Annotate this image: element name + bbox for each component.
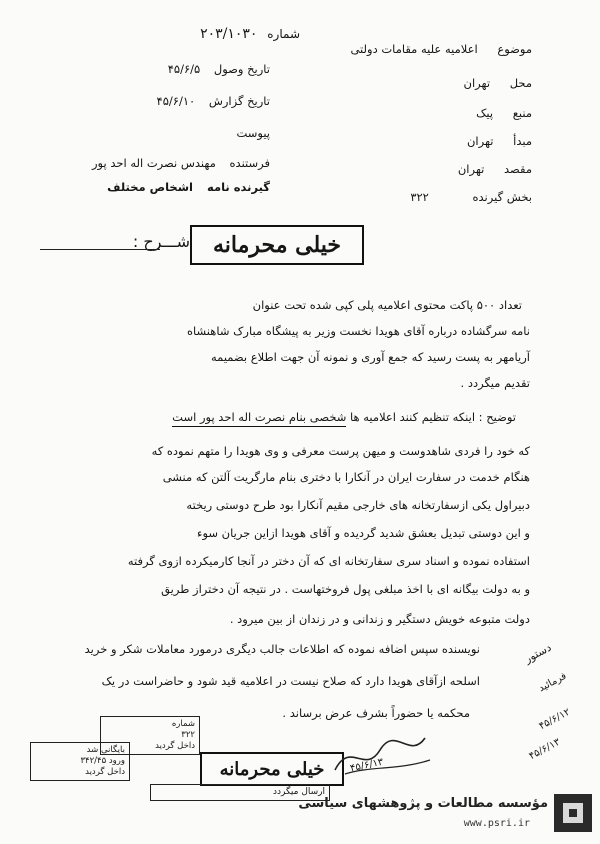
signature-scribble (330, 730, 440, 780)
body-line: هنگام خدمت در سفارت ایران در آنکارا با دختری بنام مارگریت آلتن که منشی (162, 470, 530, 484)
body-line: دولت متبوعه خویش دستگیر و زندانی و در زندان از بین میرود . (229, 612, 530, 626)
footer-watermark (298, 790, 600, 844)
receipt-date: تاریخ وصول ۴۵/۶/۵ (167, 62, 270, 76)
body-line: آریامهر به پست رسید که جمع آوری و نمونه آن جهت اطلاع بضمیمه (211, 350, 530, 364)
institute-url: www.psri.ir (463, 818, 530, 829)
body-line: استفاده نموده و اسناد سری سفارتخانه ای که آن دختر در آنجا کارمیکرده ازوی گرفته (127, 554, 530, 568)
archive-stamp: شماره ۳۲۲ داخل گردید (100, 716, 200, 755)
origin: مبدأ تهران (466, 134, 532, 148)
document-number (200, 26, 300, 42)
explanation-heading: توضیح : اینکه تنظیم کنند اعلامیه ها شخصی بنام نصرت اله احد پور است (76, 410, 516, 424)
description-rule (40, 249, 160, 250)
handwritten-margin-note: دستور فرمائید ۴۵/۶/۱۲ ۴۵/۶/۱۳ (521, 640, 573, 763)
body-line: تقدیم میگردد . (460, 376, 530, 390)
body-line: تعداد ۵۰۰ پاکت محتوی اعلامیه پلی کپی شده تحت عنوان (252, 298, 522, 312)
body-line: و این دوستی تبدیل بعشق شدید گردیده و آقای هویدا ازاین جریان سوء (197, 526, 530, 540)
filed-stamp: بایگانی شد ورود ۳۴۲/۴۵ داخل گردید (30, 742, 130, 781)
subject: موضوع اعلامیه علیه مقامات دولتی (350, 42, 532, 56)
source: منبع پیک (476, 106, 532, 120)
report-date: تاریخ گزارش ۴۵/۶/۱۰ (156, 94, 270, 108)
location: محل تهران (463, 76, 532, 90)
body-line: دبیراول یکی ازسفارتخانه های خارجی مقیم آنکارا بود طرح دوستی ریخته (186, 498, 530, 512)
sent-stamp: ارسال میگردد (150, 784, 330, 801)
institute-logo-icon (554, 794, 592, 832)
number-value: ۲۰۳/۱۰۳۰ (200, 26, 258, 42)
body-line: نامه سرگشاده درباره آقای هویدا نخست وزیر به پیشگاه مبارک شاهنشاه (187, 324, 530, 338)
sender: فرستنده مهندس نصرت اله احد پور (91, 156, 270, 170)
body-line: محکمه یا حضوراً بشرف عرض برساند . (282, 706, 470, 720)
body-line: نویسنده سپس اضافه نموده که اطلاعات جالب دیگری درمورد معاملات شکر و خرید (84, 642, 480, 656)
receiving-section: بخش گیرنده ۳۲۲ (410, 190, 532, 204)
body-line: و به دولت بیگانه ای با اخذ مبلغی پول فروختهاست . در نتیجه آن دختراز طریق (161, 582, 530, 596)
bottom-top-secret-stamp: خیلی محرمانه (200, 752, 344, 786)
dated-handwriting: ۴۵/۶/۱۳ (349, 756, 385, 775)
institute-name: مؤسسه مطالعات و پژوهشهای سیاسی (298, 796, 548, 811)
body-line: اسلحه ازآقای هویدا دارد که صلاح نیست در اعلامیه قید شود و حاضراست در یک (101, 674, 480, 688)
underlined-name: شخصی بنام نصرت اله احد پور است (172, 410, 346, 427)
body-line: که خود را فردی شاهدوست و میهن پرست معرفی و وی هویدا را متهم نموده که (151, 444, 530, 458)
recipient: گیرنده نامه اشخاص مختلف (107, 180, 270, 194)
top-secret-stamp: خیلی محرمانه (190, 225, 364, 265)
number-label: شماره (267, 27, 300, 41)
attachment: پیوست (236, 126, 270, 140)
destination: مقصد تهران (457, 162, 532, 176)
description-label: شـــرح : (132, 232, 190, 251)
